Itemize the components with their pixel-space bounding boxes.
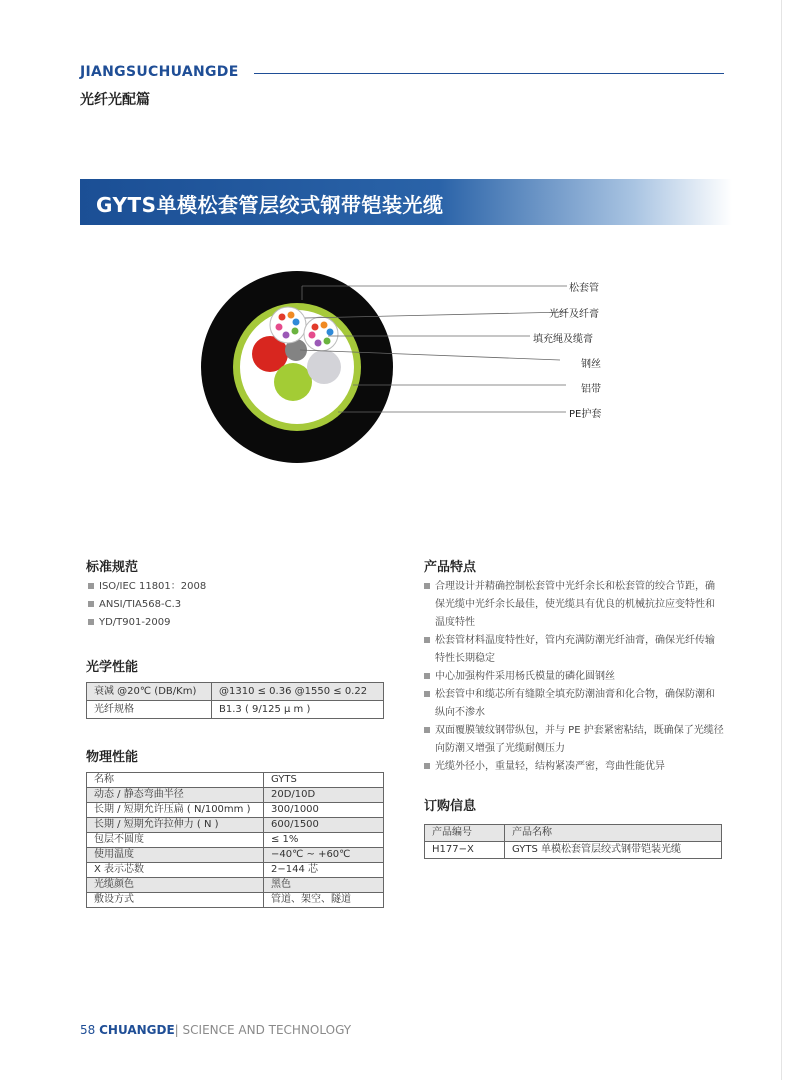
table-cell: 产品名称	[505, 825, 722, 842]
table-row	[87, 848, 384, 863]
table-cell: 黑色	[264, 878, 384, 893]
table-row	[87, 818, 384, 833]
table-row	[87, 773, 384, 788]
label-pe-sheath: PE护套	[569, 409, 602, 420]
label-aluminum-tape: 铝带	[581, 384, 601, 395]
table-row	[87, 683, 384, 701]
table-cell: H177−X	[425, 842, 505, 859]
page-footer	[80, 1023, 351, 1037]
table-cell: 敷设方式	[87, 893, 264, 908]
table-cell: ≤ 1%	[264, 833, 384, 848]
list-item: 松套管材料温度特性好，管内充满防潮光纤油膏，确保光纤传输特性长期稳定	[424, 632, 724, 668]
table-cell: GYTS	[264, 773, 384, 788]
table-cell: 光缆颜色	[87, 878, 264, 893]
physical-table	[86, 772, 384, 908]
table-row	[87, 701, 384, 719]
page-number: 58	[80, 1023, 96, 1037]
table-cell: 长期 / 短期允许拉伸力 ( N )	[87, 818, 264, 833]
standards-list	[88, 578, 206, 632]
features-list	[424, 578, 724, 776]
label-filler-gel: 填充绳及缆膏	[533, 334, 593, 345]
table-row	[87, 803, 384, 818]
table-row	[87, 893, 384, 908]
green-filler-rope	[274, 363, 312, 401]
table-cell: 产品编号	[425, 825, 505, 842]
standards-heading: 标准规范	[86, 560, 139, 575]
table-cell: 20D/10D	[264, 788, 384, 803]
table-row	[87, 878, 384, 893]
brand-name: JIANGSUCHUANGDE	[80, 64, 239, 80]
label-loose-tube: 松套管	[569, 283, 599, 294]
table-cell: 包层不圆度	[87, 833, 264, 848]
table-cell: 动态 / 静态弯曲半径	[87, 788, 264, 803]
footer-tagline: | SCIENCE AND TECHNOLOGY	[174, 1023, 352, 1037]
section-title: 光纤光配篇	[80, 92, 150, 108]
table-cell: X 表示芯数	[87, 863, 264, 878]
table-row	[87, 788, 384, 803]
table-cell: 2−144 芯	[264, 863, 384, 878]
list-item: 光缆外径小，重量轻，结构紧凑严密，弯曲性能优异	[424, 758, 724, 776]
fiber-tube-2	[304, 317, 338, 351]
product-title: GYTS单模松套管层绞式钢带铠装光缆	[96, 193, 444, 217]
list-item: 中心加强构件采用杨氏模量的磷化圆钢丝	[424, 668, 724, 686]
table-cell: 名称	[87, 773, 264, 788]
list-item: YD/T901-2009	[88, 614, 206, 632]
order-heading: 订购信息	[424, 799, 477, 814]
table-cell: 衰减 @20℃ (DB/Km)	[87, 683, 212, 701]
table-cell: 光纤规格	[87, 701, 212, 719]
footer-brand: CHUANGDE	[99, 1023, 175, 1037]
table-row	[425, 842, 722, 859]
list-item: 松套管中和缆芯所有缝隙全填充防潮油膏和化合物，确保防潮和纵向不渗水	[424, 686, 724, 722]
list-item: ISO/IEC 11801：2008	[88, 578, 206, 596]
table-row	[87, 863, 384, 878]
optical-table	[86, 682, 384, 719]
list-item: 合理设计并精确控制松套管中光纤余长和松套管的绞合节距，确保光缆中光纤余长最佳，使光缆具有优良的机械抗拉应变特性和温度特性	[424, 578, 724, 632]
table-cell: B1.3 ( 9/125 μ m )	[212, 701, 384, 719]
table-cell: 300/1000	[264, 803, 384, 818]
table-cell: GYTS 单模松套管层绞式钢带铠装光缆	[505, 842, 722, 859]
label-steel-wire: 钢丝	[581, 359, 601, 370]
fiber-tube-1	[270, 307, 306, 343]
order-table	[424, 824, 722, 859]
table-cell: 使用温度	[87, 848, 264, 863]
table-cell: 管道、架空、隧道	[264, 893, 384, 908]
label-fiber-gel: 光纤及纤膏	[549, 309, 599, 320]
table-cell: @1310 ≤ 0.36 @1550 ≤ 0.22	[212, 683, 384, 701]
optical-heading: 光学性能	[86, 660, 139, 675]
table-row	[425, 825, 722, 842]
table-cell: 长期 / 短期允许压扁 ( N/100mm )	[87, 803, 264, 818]
table-row	[87, 833, 384, 848]
table-cell: 600/1500	[264, 818, 384, 833]
table-cell: −40℃ ~ +60℃	[264, 848, 384, 863]
list-item: ANSI/TIA568-C.3	[88, 596, 206, 614]
features-heading: 产品特点	[424, 560, 477, 575]
list-item: 双面覆膜皱纹钢带纵包，并与 PE 护套紧密粘结，既确保了光缆径向防潮又增强了光缆耐侧压力	[424, 722, 724, 758]
physical-heading: 物理性能	[86, 750, 139, 765]
gray-filler-rope	[307, 350, 341, 384]
